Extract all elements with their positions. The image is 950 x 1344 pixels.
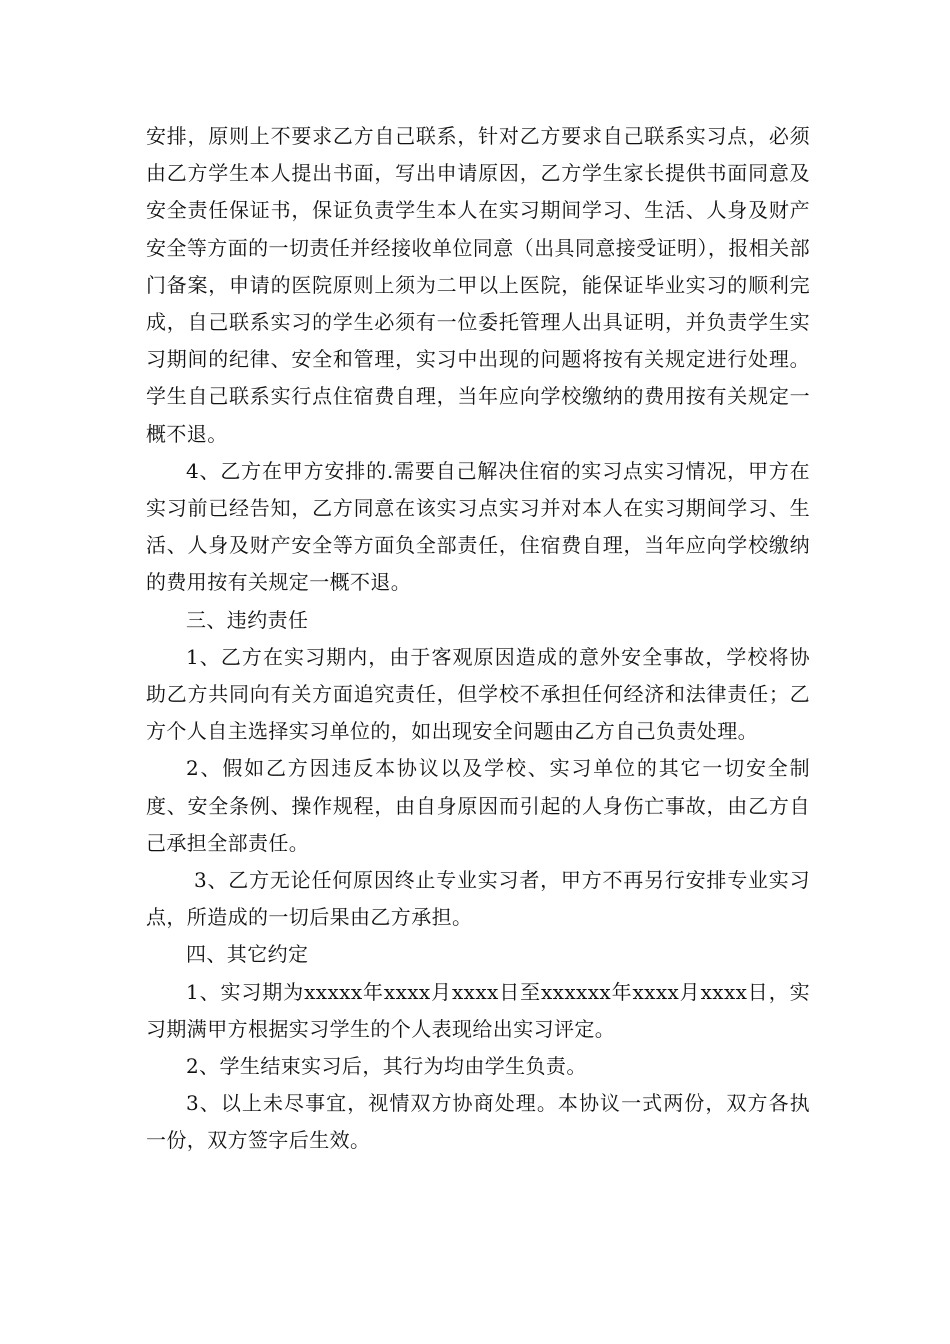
section-heading-other-agreements: 四、其它约定 (186, 942, 309, 967)
paragraph-breach-item-2: 2、假如乙方因违反本协议以及学校、实习单位的其它一切安全制度、安全条例、操作规程，由自身原因而引起的人身伤亡事故，由乙方自己承担全部责任。 (146, 756, 810, 855)
document-page (146, 118, 810, 1160)
paragraph-continuation-arrangement: 安排，原则上不要求乙方自己联系，针对乙方要求自己联系实习点，必须由乙方学生本人提出书面，写出申请原因，乙方学生家长提供书面同意及安全责任保证书，保证负责学生本人在实习期间学习、生活、人身及财产安全等方面的一切责任并经接收单位同意（出具同意接受证明），报相关部门备案，申请的医院原则上须为二甲以上医院，能保证毕业实习的顺利完成，自己联系实习的学生必须有一位委托管理人出具证明，并负责学生实习期间的纪律、安全和管理，实习中出现的问题将按有关规定进行处理。学生自己联系实行点住宿费自理，当年应向学校缴纳的费用按有关规定一概不退。 (146, 124, 810, 446)
paragraph-item-4-accommodation: 4、乙方在甲方安排的.需要自己解决住宿的实习点实习情况，甲方在实习前已经告知，乙方同意在该实习点实习并对本人在实习期间学习、生活、人身及财产安全等方面负全部责任，住宿费自理，当年应向学校缴纳的费用按有关规定一概不退。 (146, 458, 810, 595)
paragraph-other-item-1: 1、实习期为xxxxx年xxxx月xxxx日至xxxxxx年xxxx月xxxx日，实习期满甲方根据实习学生的个人表现给出实习评定。 (146, 979, 810, 1041)
paragraph-breach-item-3: 3、乙方无论任何原因终止专业实习者，甲方不再另行安排专业实习点，所造成的一切后果由乙方承担。 (146, 868, 810, 930)
paragraph-other-item-3: 3、以上未尽事宜，视情双方协商处理。本协议一式两份，双方各执一份，双方签字后生效。 (146, 1091, 810, 1153)
paragraph-breach-item-1: 1、乙方在实习期内，由于客观原因造成的意外安全事故，学校将协助乙方共同向有关方面追究责任，但学校不承担任何经济和法律责任；乙方个人自主选择实习单位的，如出现安全问题由乙方自己负责处理。 (146, 644, 810, 744)
section-heading-breach-liability: 三、违约责任 (186, 607, 309, 632)
paragraph-other-item-2: 2、学生结束实习后，其行为均由学生负责。 (186, 1054, 587, 1079)
